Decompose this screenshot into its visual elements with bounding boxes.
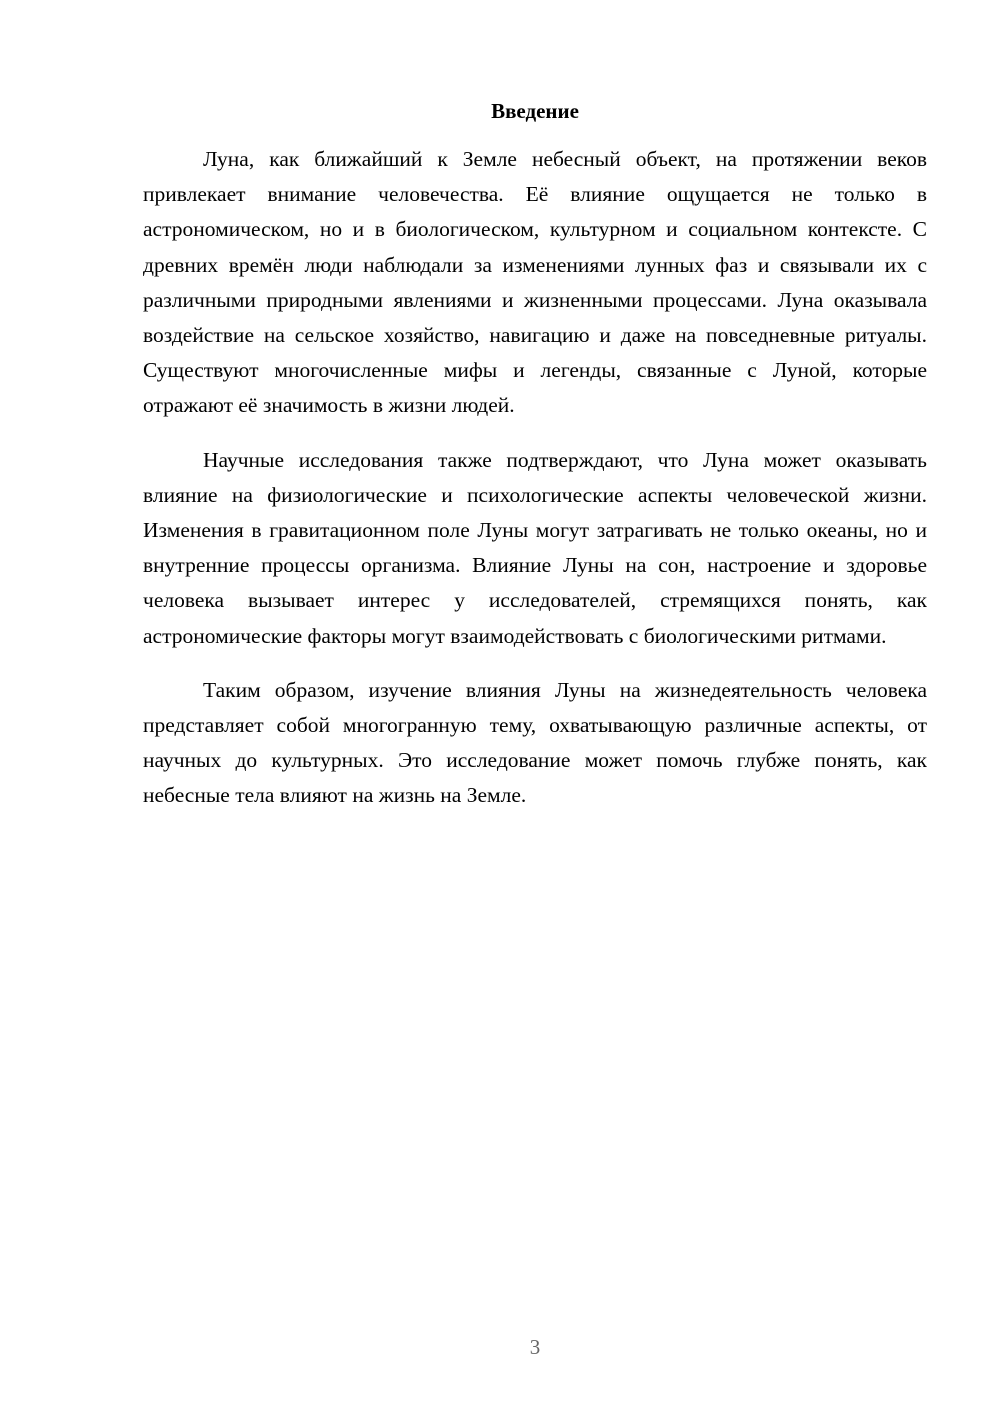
- paragraph-conclusion: Таким образом, изучение влияния Луны на жизнедеятельность человека представляет собой многогранную тему, охватывающую различные аспекты, от научных до культурных. Это исследование может помочь глубже понять, как небесные тела влияют на жизнь на Земле.: [143, 677, 927, 808]
- paragraph-research: Научные исследования также подтверждают, что Луна может оказывать влияние на физиологические и психологические аспекты человеческой жизни. Изменения в гравитационном поле Луны могут затрагивать не только океаны, но и внутренние процессы организма. Влияние Луны на сон, настроение и здоровье человека вызывает интерес у исследователей, стремящихся понять, как астрономические факторы могут взаимодействовать с биологическими ритмами.: [143, 447, 927, 648]
- page-number: 3: [529, 1335, 541, 1359]
- body-text: [143, 142, 927, 833]
- section-heading: Введение: [491, 99, 579, 123]
- paragraph-intro: Луна, как ближайший к Земле небесный объект, на протяжении веков привлекает внимание человечества. Её влияние ощущается не только в астрономическом, но и в биологическом, культурном и социальном контексте. С древних времён люди наблюдали за изменениями лунных фаз и связывали их с различными природными явлениями и жизненными процессами. Луна оказывала воздействие на сельское хозяйство, навигацию и даже на повседневные ритуалы. Существуют многочисленные мифы и легенды, связанные с Луной, которые отражают её значимость в жизни людей.: [143, 147, 927, 418]
